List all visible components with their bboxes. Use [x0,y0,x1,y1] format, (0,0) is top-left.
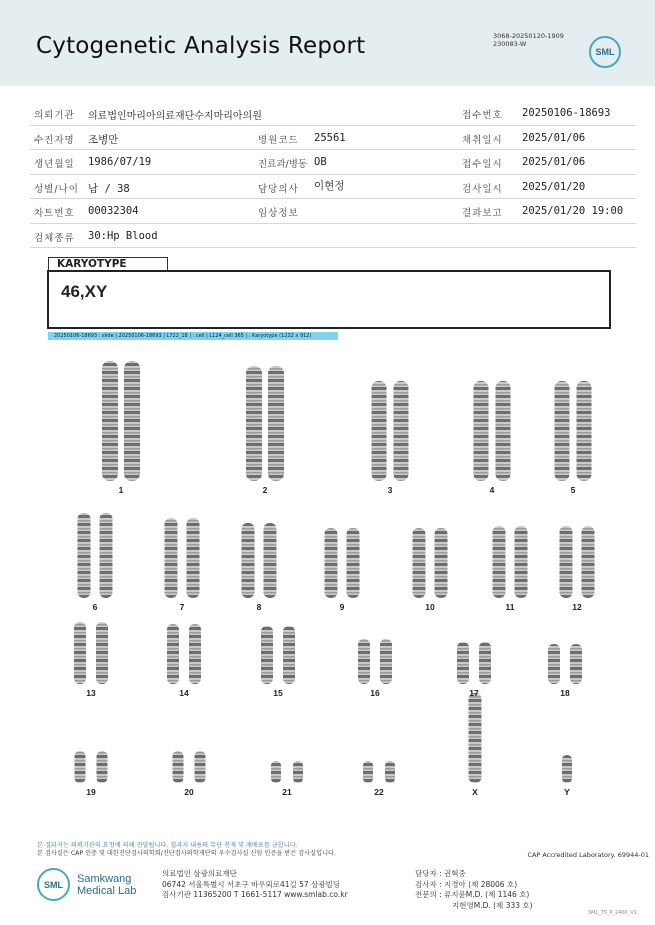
chromosome-9-a [325,528,338,598]
footer-note [37,842,336,858]
test-date-value: 2025/01/20 [522,180,586,193]
chromosome-label-21: 21 [282,787,292,797]
chromosome-5-a [555,381,570,481]
chromosome-label-8: 8 [256,602,262,612]
birth-date-label: 생년월일 [34,159,75,170]
chromosome-21-b [293,761,303,783]
image-caption: 20250106-18693 : slide | 20250106-18693 | L722_18 | : cell | L124_cell 365 | : Karyotype (1232 x 912) [48,332,338,340]
chromosome-label-12: 12 [572,602,582,612]
collection-date-label: 채취일시 [462,134,503,146]
chromosome-13-a [74,622,86,684]
footer-signatures [415,869,533,911]
chromosome-label-13: 13 [86,688,96,698]
chromosome-1-a [102,361,118,481]
chromosome-11-b [515,526,528,598]
chromosome-6-a [78,513,91,598]
sex-age-value: 남 / 38 [88,182,130,195]
request-id [493,32,564,48]
chart-no-label: 차트번호 [34,208,75,219]
chromosome-22-a [363,761,373,783]
chromosome-label-15: 15 [273,688,283,698]
chromosome-16-b [380,639,392,684]
chromosome-10-b [435,528,448,598]
hospital-code-label: 병원코드 [258,134,299,146]
chromosome-18-b [570,644,582,684]
doctor-value: 이현정 [314,179,345,192]
chromosome-17-a [457,642,469,684]
chromosome-2-b [268,366,284,481]
chromosome-label-7: 7 [179,602,185,612]
chromosome-15-a [261,626,273,684]
receipt-no-value: 20250106-18693 [522,107,611,119]
chromosome-label-11: 11 [505,602,515,612]
info-row [30,126,636,151]
chromosome-12-a [560,526,573,598]
info-row [30,150,636,175]
chromosome-15-b [283,626,295,684]
footer-org-name-line2: Medical Lab [77,885,137,897]
chromosome-20-b [195,751,206,783]
chromosome-3-b [394,381,409,481]
sex-age-label: 성별/나이 [34,183,79,195]
chromosome-label-3: 3 [387,485,393,495]
chromosome-19-a [75,751,86,783]
request-id-line1: 3068-20250120-1909 [493,32,564,40]
chromosome-label-14: 14 [179,688,189,698]
chromosome-1-b [124,361,140,481]
specimen-value: 30:Hp Blood [88,229,158,242]
chromosome-4-b [496,381,511,481]
chromosome-9-b [347,528,360,598]
chromosome-11-a [493,526,506,598]
chromosome-label-16: 16 [370,688,380,698]
chromosome-16-a [358,639,370,684]
report-title: Cytogenetic Analysis Report [36,33,366,59]
collection-date-value: 2025/01/06 [522,131,586,144]
chromosome-22-b [385,761,395,783]
chromosome-3-a [372,381,387,481]
chromosome-12-b [582,526,595,598]
report-date-value: 2025/01/20 19:00 [522,205,624,217]
chromosome-label-10: 10 [425,602,435,612]
footer-sign-line4: 지현영M.D. (제 333 호) [452,900,533,910]
karyotype-tab: KARYOTYPE [48,257,168,270]
chromosome-label-Y: Y [564,787,570,797]
karyogram-image [40,355,620,805]
chromosome-14-b [189,624,201,684]
receipt-date-value: 2025/01/06 [522,156,586,168]
chromosome-13-b [96,622,108,684]
sml-footer-logo-icon [37,868,70,901]
chromosome-label-17: 17 [469,688,479,698]
chromosome-label-5: 5 [570,485,576,495]
footer-note-line2: 본 검사실은 CAP 인증 및 대한진단검사의학회/진단검사의학재단의 우수검사실 신임 인증을 받은 검사실입니다. [37,850,336,857]
patient-name-value: 조병만 [88,133,119,146]
report-header [0,0,655,86]
chromosome-21-a [271,761,281,783]
sml-logo-icon [589,36,621,68]
chromosome-14-a [167,624,179,684]
birth-date-value: 1986/07/19 [88,156,152,168]
department-value: OB [314,156,327,168]
chromosome-8-b [264,523,277,598]
chromosome-label-20: 20 [184,787,194,797]
chromosome-20-a [173,751,184,783]
chart-no-value: 00032304 [88,205,139,217]
chromosome-5-b [577,381,592,481]
hospital-code-value: 25561 [314,131,346,144]
info-row [30,224,636,249]
chromosome-label-1: 1 [118,485,124,495]
chromosome-4-a [474,381,489,481]
chromosome-2-a [246,366,262,481]
footer-sign-line1: 담당자 : 권혁중 [415,869,466,878]
test-date-label: 검사일시 [462,183,503,195]
karyotype-result-box [47,270,611,329]
footer-address [162,869,348,901]
clinical-info-label: 임상정보 [258,208,299,219]
patient-info-table [30,101,636,248]
karyotype-result: 46,XY [61,282,108,301]
chromosome-6-b [100,513,113,598]
chromosome-pairs [74,361,595,783]
footer-note-line1: 본 결과지는 의뢰기관의 요청에 의해 전달됩니다. 결과지 내용의 무단 전재 및 재배포를 금합니다. [37,842,298,849]
footer-address-line1: 의료법인 삼광의료재단 [162,869,237,878]
info-row [30,175,636,200]
chromosome-8-a [242,523,255,598]
footer-sign-line3: 전문의 : 류지윤M.D. (제 1146 호) [415,890,530,899]
info-row [30,199,636,224]
footer-org-name-line1: Samkwang [77,873,132,885]
cap-accreditation: CAP Accredited Laboratory. 69944-01 [527,851,649,859]
chromosome-X [469,693,482,783]
chromosome-17-b [479,642,491,684]
chromosome-Y [562,755,572,783]
footer-address-line2: 06742 서울특별시 서초구 바우뫼로41길 57 삼광빌딩 [162,879,341,889]
receipt-no-label: 접수번호 [462,110,503,121]
info-row [30,101,636,126]
receipt-date-label: 접수일시 [462,159,503,170]
chromosome-19-b [97,751,108,783]
chromosome-7-a [165,518,178,598]
footer-org-name [77,873,136,897]
chromosome-label-9: 9 [339,602,345,612]
footer-address-line3: 검사기관 11365200 T 1661-5117 www.smlab.co.kr [162,890,348,899]
chromosome-7-b [187,518,200,598]
form-number: SML_TS_P_2400_V1 [588,910,637,916]
chromosome-label-19: 19 [86,787,96,797]
chromosome-label-6: 6 [92,602,98,612]
sml-footer-logo-text: SML [44,879,63,890]
requesting-org-value: 의료법인마리아의료재단수지마리아의원 [88,111,262,122]
chromosome-10-a [413,528,426,598]
chromosome-label-22: 22 [374,787,384,797]
chromosome-label-4: 4 [489,485,495,495]
chromosome-label-2: 2 [262,485,268,495]
sml-logo-text: SML [595,47,615,57]
footer-sign-line2: 검사자 : 지경아 (제 28006 호) [415,879,518,889]
department-label: 진료과/병동 [258,159,308,170]
patient-name-label: 수진자명 [34,134,75,146]
specimen-label: 검체종류 [34,232,75,244]
doctor-label: 담당의사 [258,183,299,195]
requesting-org-label: 의뢰기관 [34,110,75,121]
chromosome-18-a [548,644,560,684]
chromosome-label-X: X [472,787,478,797]
chromosome-label-18: 18 [560,688,570,698]
report-date-label: 결과보고 [462,208,503,219]
request-id-line2: 230083-W [493,40,527,48]
